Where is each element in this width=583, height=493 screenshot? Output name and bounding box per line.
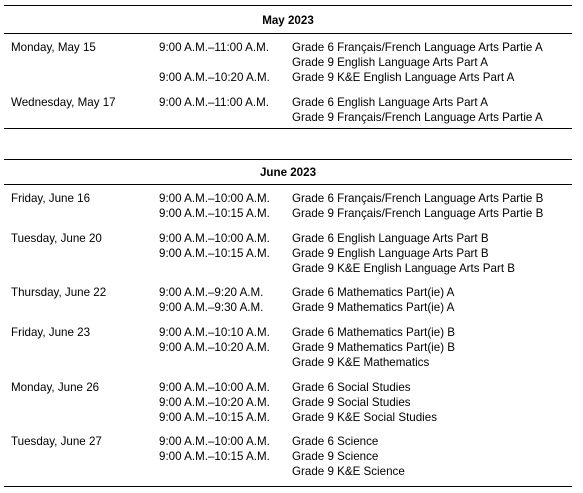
exam-time [159, 110, 269, 125]
exam-times [159, 380, 270, 425]
exam-list [292, 434, 405, 479]
exam-times [159, 285, 263, 315]
exam-name: Grade 6 Mathematics Part(ie) A [292, 286, 455, 299]
exam-times [159, 434, 270, 479]
top-rule [4, 5, 572, 6]
exam-time: 9:00 A.M.–10:00 A.M. [159, 232, 270, 245]
exam-list [292, 95, 543, 125]
exam-time [159, 355, 270, 370]
exam-name: Grade 9 K&E English Language Arts Part A [292, 71, 515, 84]
exam-date: Monday, June 26 [11, 381, 100, 394]
exam-times [159, 325, 270, 370]
exam-name: Grade 9 K&E Social Studies [292, 411, 438, 424]
bottom-rule [4, 486, 572, 487]
heading-rule-june [4, 184, 572, 185]
exam-time: 9:00 A.M.–11:00 A.M. [159, 96, 269, 109]
exam-time [159, 261, 270, 276]
exam-times [159, 40, 270, 85]
exam-time: 9:00 A.M.–10:15 A.M. [159, 247, 270, 260]
exam-times [159, 95, 269, 125]
exam-date: Friday, June 23 [11, 326, 91, 339]
exam-time: 9:00 A.M.–10:15 A.M. [159, 450, 270, 463]
exam-times [159, 231, 270, 276]
exam-name: Grade 9 English Language Arts Part A [292, 56, 488, 69]
exam-time: 9:00 A.M.–10:00 A.M. [159, 381, 270, 394]
exam-time: 9:00 A.M.–10:20 A.M. [159, 71, 270, 84]
exam-list [292, 191, 543, 221]
exam-time: 9:00 A.M.–10:00 A.M. [159, 192, 270, 205]
exam-date: Wednesday, May 17 [11, 96, 116, 109]
section-heading-june: June 2023 [259, 166, 317, 179]
exam-list [292, 231, 515, 276]
exam-time: 9:00 A.M.–9:30 A.M. [159, 301, 264, 314]
exam-time: 9:00 A.M.–11:00 A.M. [159, 41, 269, 54]
exam-time [159, 464, 270, 479]
exam-date: Monday, May 15 [11, 41, 96, 54]
exam-name: Grade 9 English Language Arts Part B [292, 247, 489, 260]
exam-time: 9:00 A.M.–10:00 A.M. [159, 435, 270, 448]
exam-list [292, 325, 455, 370]
heading-rule-may [4, 33, 572, 34]
exam-name: Grade 6 Mathematics Part(ie) B [292, 326, 456, 339]
exam-name: Grade 6 English Language Arts Part A [292, 96, 488, 109]
exam-list [292, 380, 437, 425]
exam-time: 9:00 A.M.–10:15 A.M. [159, 411, 270, 424]
exam-date: Tuesday, June 20 [11, 232, 102, 245]
exam-date: Tuesday, June 27 [11, 435, 102, 448]
section-end-rule-may [4, 128, 572, 129]
exam-name: Grade 9 K&E Science [292, 465, 405, 478]
exam-name: Grade 6 Social Studies [292, 381, 411, 394]
exam-name: Grade 9 Mathematics Part(ie) A [292, 301, 455, 314]
exam-time: 9:00 A.M.–10:10 A.M. [159, 326, 270, 339]
exam-date: Friday, June 16 [11, 192, 91, 205]
exam-name: Grade 9 Français/French Language Arts Partie B [292, 207, 544, 220]
exam-date: Thursday, June 22 [11, 286, 107, 299]
exam-name: Grade 9 Français/French Language Arts Partie A [292, 111, 543, 124]
exam-time [159, 55, 270, 70]
exam-list [292, 40, 543, 85]
exam-time: 9:00 A.M.–10:15 A.M. [159, 207, 270, 220]
exam-name: Grade 6 Français/French Language Arts Partie A [292, 41, 543, 54]
exam-name: Grade 6 English Language Arts Part B [292, 232, 489, 245]
exam-time: 9:00 A.M.–10:20 A.M. [159, 396, 270, 409]
exam-name: Grade 9 Mathematics Part(ie) B [292, 341, 456, 354]
exam-list [292, 285, 454, 315]
section-start-rule-june [4, 159, 572, 160]
exam-name: Grade 6 Français/French Language Arts Partie B [292, 192, 544, 205]
exam-name: Grade 6 Science [292, 435, 379, 448]
section-heading-may: May 2023 [262, 14, 314, 27]
exam-name: Grade 9 K&E English Language Arts Part B [292, 262, 515, 275]
exam-name: Grade 9 K&E Mathematics [292, 356, 430, 369]
exam-name: Grade 9 Science [292, 450, 379, 463]
exam-name: Grade 9 Social Studies [292, 396, 411, 409]
exam-times [159, 191, 270, 221]
exam-time: 9:00 A.M.–9:20 A.M. [159, 286, 264, 299]
exam-time: 9:00 A.M.–10:20 A.M. [159, 341, 270, 354]
